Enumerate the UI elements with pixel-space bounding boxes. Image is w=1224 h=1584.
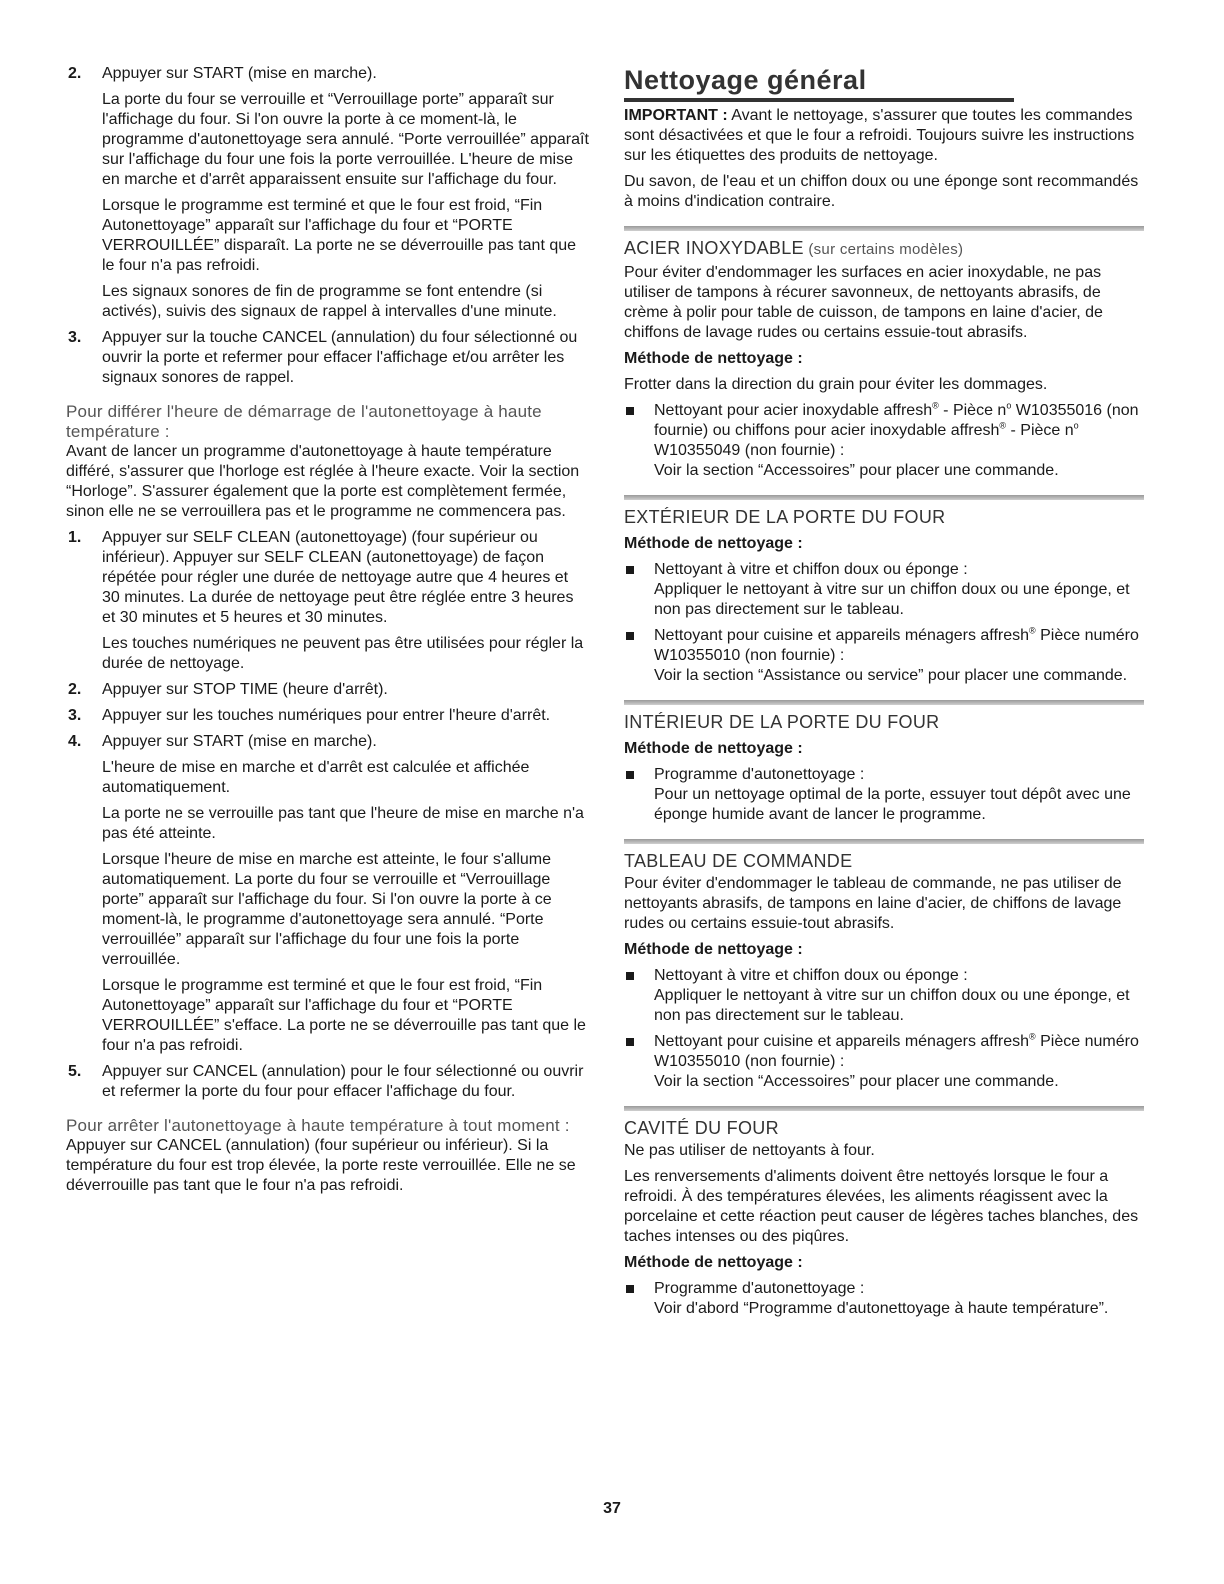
bullet-square-icon [626,566,634,574]
step-number: 2. [68,65,82,82]
bullet-text: Appliquer le nettoyant à vitre sur un chiffon doux ou une éponge, et non pas directement sur le tableau. [654,581,1130,618]
step-item [66,528,590,674]
important-text: Avant le nettoyage, s'assurer que toutes les commandes sont désactivées et que le four a refroidi. Toujours suivre les instructions sur les étiquettes des produits de nettoyage. [624,107,1135,164]
stop-heading: Pour arrêter l'autonettoyage à haute température à tout moment : [66,1116,570,1135]
list-item [624,966,1144,1026]
panel-text: Pour éviter d'endommager le tableau de commande, ne pas utiliser de nettoyants abrasifs, de tampons en laine d'acier, de chiffons de lavage rudes ou certains essuie-tout abrasifs. [624,875,1122,932]
bullet-text-part: W10355016 (non fournie) ou chiffons pour acier inoxydable affresh [654,402,1139,439]
step-item [66,1062,590,1102]
bullet-text-part: Pièce numéro W10355010 (non fournie) : [654,1033,1139,1070]
registered-mark: ® [1029,625,1036,636]
step-number: 3. [68,329,82,346]
cavity-text-1: Ne pas utiliser de nettoyants à four. [624,1142,875,1159]
step-paragraph: Appuyer sur CANCEL (annulation) pour le four sélectionné ou ouvrir et refermer la porte du four pour effacer l'affichage du four. [102,1063,584,1100]
step-paragraph: Appuyer sur STOP TIME (heure d'arrêt). [102,681,388,698]
list-item [624,560,1144,620]
bullet-title: Programme d'autonettoyage : [654,766,865,783]
bullet-text: Voir d'abord “Programme d'autonettoyage à haute température”. [654,1300,1109,1317]
bullet-text-part: - Pièce n [938,402,1007,419]
step-paragraph: La porte du four se verrouille et “Verrouillage porte” apparaît sur l'affichage du four. Si l'on ouvre la porte à ce moment-là, le programme d'autonettoyage sera annulé. “Porte verrouillée” apparaît sur l'affichage du four une fois la porte verrouillée. L'heure de mise en marche et d'arrêt apparaissent ensuite sur l'affichage du four. [102,91,589,188]
step-paragraph: Appuyer sur la touche CANCEL (annulation) du four sélectionné ou ouvrir la porte et refermer pour effacer l'affichage et/ou arrêter les signaux sonores de rappel. [102,329,578,386]
step-number: 2. [68,681,82,698]
bullet-square-icon [626,771,634,779]
bullet-text: Voir la section “Assistance ou service” pour placer une commande. [654,667,1128,684]
section-divider [624,1106,1144,1111]
section-heading-door-interior: INTÉRIEUR DE LA PORTE DU FOUR [624,712,940,732]
method-label: Méthode de nettoyage : [624,350,803,367]
bullet-text-part: Nettoyant pour cuisine et appareils ménagers affresh [654,627,1030,644]
bullet-title: Nettoyant à vitre et chiffon doux ou éponge : [654,967,968,984]
bullet-text-part: Pièce numéro W10355010 (non fournie) : [654,627,1139,664]
degree-mark: o [1073,420,1079,431]
page-title: Nettoyage général [624,65,867,95]
step-paragraph: Appuyer sur les touches numériques pour entrer l'heure d'arrêt. [102,707,551,724]
method-label: Méthode de nettoyage : [624,535,803,552]
bullet-text-part: - Pièce n [1006,422,1074,439]
method-label: Méthode de nettoyage : [624,941,803,958]
section-divider [624,495,1144,500]
step-paragraph: Lorsque l'heure de mise en marche est atteinte, le four s'allume automatiquement. La porte du four se verrouille et “Verrouillage porte” apparaît sur l'affichage du four. Si l'on ouvre la porte à ce moment-là, le programme d'autonettoyage sera annulé. “Porte verrouillée” apparaît sur l'affichage du four une fois la porte verrouillée. [102,851,552,968]
step-item [66,706,590,726]
bullet-text: Voir la section “Accessoires” pour placer une commande. [654,462,1059,479]
cavity-text-2: Les renversements d'aliments doivent être nettoyés lorsque le four a refroidi. À des températures élevées, les aliments réagissent avec la porcelaine et cette réaction peut causer de légères taches blanches, des taches intenses ou des piqûres. [624,1168,1139,1245]
section-heading-steel [624,237,1144,261]
step-paragraph: Lorsque le programme est terminé et que le four est froid, “Fin Autonettoyage” apparaît sur l'affichage du four et “PORTE VERROUILLÉE” s'efface. La porte ne se déverrouille pas tant que le four n'a pas refroidi. [102,977,586,1054]
step-item [66,680,590,700]
bullet-text: Pour un nettoyage optimal de la porte, essuyer tout dépôt avec une éponge humide avant de lancer le programme. [654,786,1131,823]
registered-mark: ® [1029,1031,1036,1042]
bullet-square-icon [626,1285,634,1293]
intro-text: Du savon, de l'eau et un chiffon doux ou une éponge sont recommandés à moins d'indication contraire. [624,173,1139,210]
step-paragraph: Appuyer sur START (mise en marche). [102,733,377,750]
registered-mark: ® [932,400,939,411]
bullet-title [654,626,1144,666]
step-paragraph: Lorsque le programme est terminé et que le four est froid, “Fin Autonettoyage” apparaît sur l'affichage du four et “PORTE VERROUILLÉE” disparaît. La porte ne se déverrouille pas tant que le four n'a pas refroidi. [102,197,577,274]
list-item [624,1279,1144,1319]
bullet-text: Voir la section “Accessoires” pour placer une commande. [654,1073,1059,1090]
bullet-title [654,401,1144,461]
step-paragraph: L'heure de mise en marche et d'arrêt est calculée et affichée automatiquement. [102,759,530,796]
important-label: IMPORTANT : [624,107,728,124]
bullet-square-icon [626,1038,634,1046]
list-item [624,1032,1144,1092]
step-paragraph: Appuyer sur START (mise en marche). [102,65,377,82]
steel-text: Pour éviter d'endommager les surfaces en acier inoxydable, ne pas utiliser de tampons à récurer savonneux, de nettoyants abrasifs, de crème à polir pour table de cuisson, de tampons en laine d'acier, de chiffons de lavage rudes ou certains essuie-tout abrasifs. [624,264,1103,341]
step-item [66,64,590,322]
page-number: 37 [603,1500,621,1517]
method-label: Méthode de nettoyage : [624,1254,803,1271]
step-number: 5. [68,1063,82,1080]
title-rule [624,98,1014,102]
bullet-title [654,1032,1144,1072]
stop-text: Appuyer sur CANCEL (annulation) (four supérieur ou inférieur). Si la température du four est trop élevée, la porte reste verrouillée. Elle ne se déverrouille pas tant que le four n'a pas refroidi. [66,1137,576,1194]
steel-heading-note: (sur certains modèles) [803,241,964,258]
section-divider [624,839,1144,844]
degree-mark: o [1006,400,1012,411]
list-item [624,765,1144,825]
step-paragraph: Appuyer sur SELF CLEAN (autonettoyage) (four supérieur ou inférieur). Appuyer sur SELF CLEAN (autonettoyage) de façon répétée pour régler une durée de nettoyage autre que 4 heures et 30 minutes. La durée de nettoyage peut être réglée entre 3 heures et 30 minutes et 5 heures et 30 minutes. [102,529,574,626]
steel-method-text: Frotter dans la direction du grain pour éviter les dommages. [624,376,1048,393]
registered-mark: ® [999,420,1007,431]
section-heading-control-panel: TABLEAU DE COMMANDE [624,851,853,871]
section-divider [624,226,1144,231]
step-number: 1. [68,529,82,546]
bullet-text: Appliquer le nettoyant à vitre sur un chiffon doux ou une éponge, et non pas directement sur le tableau. [654,987,1130,1024]
step-number: 4. [68,733,82,750]
step-paragraph: La porte ne se verrouille pas tant que l'heure de mise en marche n'a pas été atteinte. [102,805,584,842]
delay-intro: Avant de lancer un programme d'autonettoyage à haute température différé, s'assurer que l'horloge est réglée à l'heure exacte. Voir la section “Horloge”. S'assurer également que la porte est complètement fermée, sinon elle ne se verrouillera pas et le programme ne commencera pas. [66,443,580,520]
step-item [66,328,590,388]
list-item [624,626,1144,686]
step-paragraph: Les touches numériques ne peuvent pas être utilisées pour régler la durée de nettoyage. [102,635,584,672]
bullet-square-icon [626,407,634,415]
bullet-square-icon [626,972,634,980]
important-note [624,106,1144,166]
step-number: 3. [68,707,82,724]
bullet-title: Programme d'autonettoyage : [654,1280,865,1297]
section-heading-oven-cavity: CAVITÉ DU FOUR [624,1118,779,1138]
section-heading-door-exterior: EXTÉRIEUR DE LA PORTE DU FOUR [624,507,946,527]
section-divider [624,700,1144,705]
right-column [624,64,1144,1325]
step-item [66,732,590,1056]
steel-heading-main: ACIER INOXYDABLE [624,238,804,258]
delay-heading: Pour différer l'heure de démarrage de l'autonettoyage à haute température : [66,402,542,441]
list-item [624,401,1144,481]
bullet-square-icon [626,632,634,640]
bullet-title: Nettoyant à vitre et chiffon doux ou éponge : [654,561,968,578]
bullet-text-part: W10355049 (non fournie) : [654,442,845,459]
bullet-text-part: Nettoyant pour acier inoxydable affresh [654,402,933,419]
bullet-text-part: Nettoyant pour cuisine et appareils ménagers affresh [654,1033,1030,1050]
step-paragraph: Les signaux sonores de fin de programme se font entendre (si activés), suivis des signaux de rappel à intervalles d'une minute. [102,283,557,320]
left-column [66,64,590,1202]
method-label: Méthode de nettoyage : [624,740,803,757]
